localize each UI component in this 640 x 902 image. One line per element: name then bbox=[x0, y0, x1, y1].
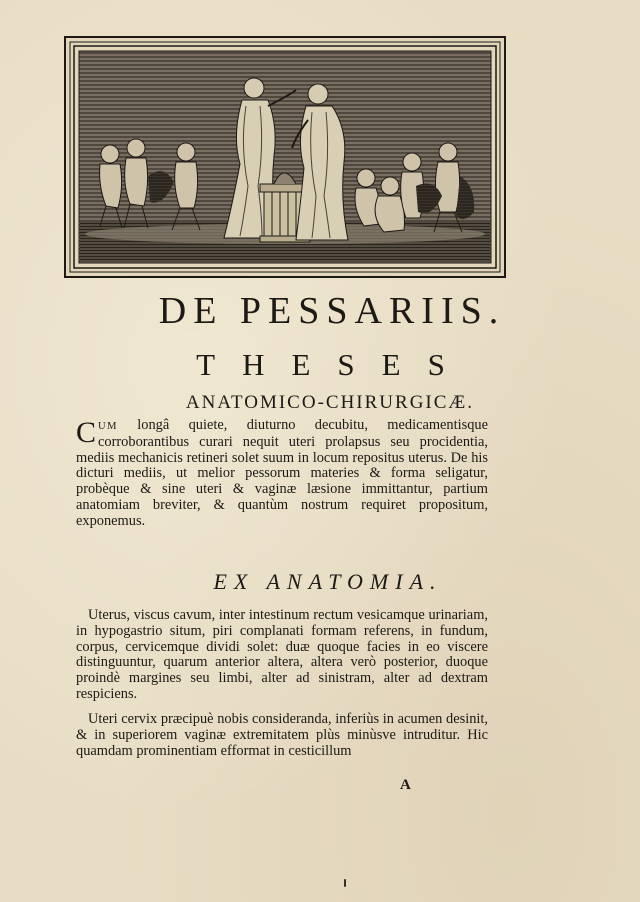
signature-mark: A bbox=[400, 777, 411, 793]
lead-small-caps: UM bbox=[98, 421, 118, 432]
anatomy-paragraph-2: Uteri cervix præcipuè nobis consideranda, inferiùs in acumen desinit, & in superiorem vaginæ extremitatem plùs minùsve intruditur. Hic quamdam prominentiam efformat in cesticillum bbox=[76, 711, 488, 759]
page-subtitle-secondary: ANATOMICO-CHIRURGICÆ. bbox=[185, 392, 475, 413]
page-title: DE PESSARIIS. bbox=[158, 290, 506, 332]
page-subtitle: THESES bbox=[196, 347, 472, 382]
engraved-headpiece-illustration bbox=[64, 36, 506, 278]
intro-paragraph bbox=[76, 418, 488, 530]
paper-speck bbox=[344, 879, 346, 887]
drop-cap-letter: C bbox=[76, 416, 97, 449]
intro-text: longâ quiete, diuturno decubitu, medicamentisque corroborantibus curari nequit uteri prolapsus seu procidentia, mediis mechanicis retineri solet suum in locum repositus uterus. De his dicturi mediis, ut melior pessorum materies & forma seligatur, probèque & sine uteri & vaginæ læsione immittantur, partium anatomiam breviter, & quantùm nostrum requiret propositum, exponemus. bbox=[76, 417, 488, 529]
anatomy-paragraph-1: Uterus, viscus cavum, inter intestinum rectum vesicamque urinariam, in hypogastrio situm, piri complanati formam referens, in fundum, corpus, cervicemque dividi solet: duæ quoque facies in eo viscere distinguuntur, quarum anterior altera, altera verò posterior, duoque proindè margines seu limbi, alter ad sinistram, alter ad dextram respiciens. bbox=[76, 607, 488, 702]
section-heading: EX ANATOMIA. bbox=[213, 569, 443, 594]
